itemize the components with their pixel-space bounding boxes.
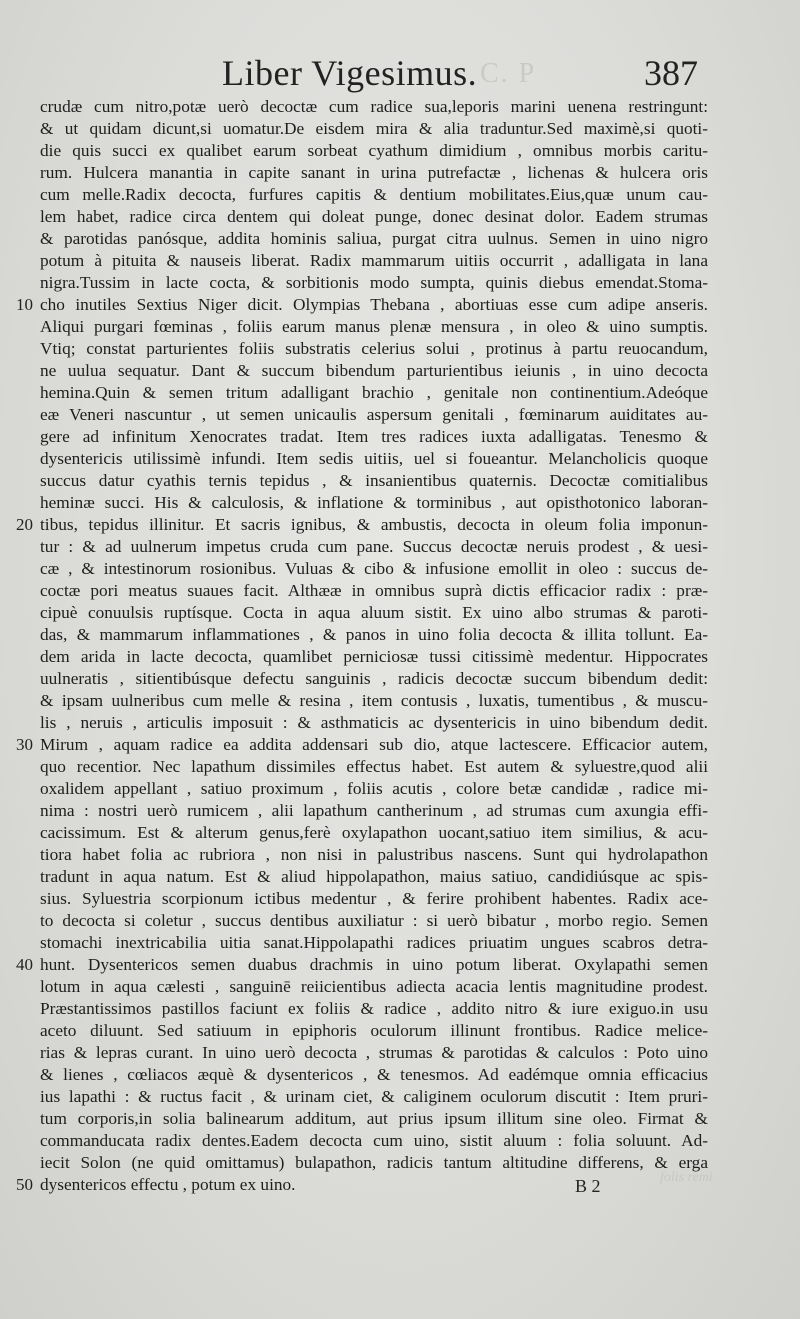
text-line: cæ , & intestinorum rosionibus. Vuluas & cibo & infusione emollit in oleo : succus de- <box>40 559 708 578</box>
text-line: cum melle.Radix decocta, furfures capitis & dentium mobilitates.Eius,quæ unum cau- <box>40 185 708 204</box>
text-line: tum corporis,in solia balinearum additum, aut prius ipsum illitum sine oleo. Firmat & <box>40 1109 708 1128</box>
margin-line-number: 50 <box>16 1175 33 1194</box>
text-line: dem arida in lacte decocta, quamlibet perniciosæ tussi citissimè medentur. Hippocrates <box>40 647 708 666</box>
text-line: succus datur cyathis ternis tepidus , & insanientibus quaternis. Decoctæ comitialibus <box>40 471 708 490</box>
bleed-through-text: folis remi <box>660 1170 713 1185</box>
text-line: ne uulua sequatur. Dant & succum bibendum parturientibus ieiunis , in uino decocta <box>40 361 708 380</box>
text-line: gere ad infinitum Xenocrates tradat. Item tres radices iuxta adalligatas. Tenesmo & <box>40 427 708 446</box>
text-line: dysentericos effectu , potum ex uino. <box>40 1175 296 1194</box>
text-line: tiora habet folia ac rubriora , non nisi in palustribus nascens. Sunt qui hydrolapathon <box>40 845 708 864</box>
text-line: cipuè conuulsis ruptísque. Cocta in aqua aluum sistit. Ex uino albo strumas & paroti- <box>40 603 708 622</box>
text-line: das, & mammarum inflammationes , & panos in uino folia decocta & illita tollunt. Ea- <box>40 625 708 644</box>
text-line: stomachi inextricabilia uitia sanat.Hippolapathi radices priuatim ungues scabros detra- <box>40 933 708 952</box>
text-line: & ut quidam dicunt,si uomatur.De eisdem mira & alia traduntur.Sed maximè,si quoti- <box>40 119 708 138</box>
text-line: coctæ pori meatus suaues facit. Althææ in omnibus suprà dictis efficacior radix : præ- <box>40 581 708 600</box>
text-line: cacissimum. Est & alterum genus,ferè oxylapathon uocant,satiuo item similius, & acu- <box>40 823 708 842</box>
text-line: aceto diluunt. Sed satiuum in epiphoris oculorum illinunt frontibus. Radice melice- <box>40 1021 708 1040</box>
text-line: iecit Solon (ne quid omittamus) bulapathon, radicis tantum altitudine differens, & erga <box>40 1153 708 1172</box>
text-line: cho inutiles Sextius Niger dicit. Olympias Thebana , abortiuas esse cum adipe anseris. <box>40 295 708 314</box>
margin-line-number: 30 <box>16 735 33 754</box>
text-line: to decocta si coletur , succus dentibus auxiliatur : si uerò bibatur , morbo regio. Semen <box>40 911 708 930</box>
text-line: rum. Hulcera manantia in capite sanant in urina putrefactæ , lichenas & hulcera oris <box>40 163 708 182</box>
margin-line-number: 10 <box>16 295 33 314</box>
text-line: nigra.Tussim in lacte cocta, & sorbitionis modo sumpta, quinis diebus emendat.Stoma- <box>40 273 708 292</box>
text-line: lis , neruis , articulis imposuit : & asthmaticis ac dysentericis in uino bibendum dedit. <box>40 713 708 732</box>
text-line: ius lapathi : & ructus facit , & urinam ciet, & caliginem oculorum discutit : Item pruri- <box>40 1087 708 1106</box>
page-number: 387 <box>644 53 698 93</box>
text-line: & lienes , cœliacos æquè & dysentericos , & tenesmos. Ad eadémque omnia efficacius <box>40 1065 708 1084</box>
text-line: crudæ cum nitro,potæ uerò decoctæ cum radice sua,leporis marini uenena restringunt: <box>40 97 708 116</box>
text-line: Præstantissimos pastillos faciunt ex foliis & radice , addito nitro & iure exiguo.in usu <box>40 999 708 1018</box>
text-line: dysentericis utilissimè infundi. Item sedis uitiis, uel si foueantur. Melancholicis quoque <box>40 449 708 468</box>
text-line: lem habet, radice circa dentem qui doleat punge, donec desinat dolor. Eadem strumas <box>40 207 708 226</box>
text-line: oxalidem appellant , satiuo proximum , foliis acutis , colore betæ candidæ , radice mi- <box>40 779 708 798</box>
text-line: tradunt in aqua natum. Est & aliud hippolapathon, maius satiuo, candidiúsque ac spis- <box>40 867 708 886</box>
text-line: tur : & ad uulnerum impetus cruda cum pane. Succus decoctæ neruis prodest , & uesi- <box>40 537 708 556</box>
text-line: Vtiq; constat parturientes foliis substratis celerius solui , protinus à partu reuocandum, <box>40 339 708 358</box>
text-line: Mirum , aquam radice ea addita addensari sub dio, atque lactescere. Efficacior autem, <box>40 735 708 754</box>
text-line: & parotidas panósque, addita hominis saliua, purgat citra uulnus. Semen in uino nigro <box>40 229 708 248</box>
text-line: & ipsam uulneribus cum melle & resina , item contusis , luxatis, tumentibus , & muscu- <box>40 691 708 710</box>
text-line: quo recentior. Nec lapathum dissimiles effectus habet. Est autem & syluestre,quod alii <box>40 757 708 776</box>
signature-mark: B 2 <box>575 1176 601 1196</box>
text-line: eæ Veneri nascuntur , ut semen unicaulis aspersum genitali , fœminarum auiditates au- <box>40 405 708 424</box>
text-line: tibus, tepidus illinitur. Et sacris ignibus, & ambustis, decocta in oleum folia imponun- <box>40 515 708 534</box>
text-line: hemina.Quin & semen tritum adalligant brachio , genitale non continentium.Adeóque <box>40 383 708 402</box>
margin-line-number: 20 <box>16 515 33 534</box>
text-line: heminæ succi. His & calculosis, & inflatione & torminibus , aut opisthotonico laboran- <box>40 493 708 512</box>
text-line: commanducata radix dentes.Eadem decocta cum uino, sistit aluum : folia soluunt. Ad- <box>40 1131 708 1150</box>
text-line: sius. Syluestria scorpionum ictibus medentur , & ferire prohibent habentes. Radix ace- <box>40 889 708 908</box>
margin-line-number: 40 <box>16 955 33 974</box>
text-line: lotum in aqua cælesti , sanguinē reiicientibus adiecta acacia lentis magnitudine prodest. <box>40 977 708 996</box>
text-line: rias & lepras curant. In uino uerò decocta , strumas & parotidas & calculos : Poto uino <box>40 1043 708 1062</box>
text-line: die quis succi ex qualibet earum sorbeat cyathum dimidium , omnibus morbis caritu- <box>40 141 708 160</box>
text-line: potum à pituita & nauseis liberat. Radix mammarum uitiis occurrit , adalligata in lana <box>40 251 708 270</box>
show-through-text: C. P <box>480 58 537 89</box>
text-line: Aliqui purgari fœminas , foliis earum manus plenæ mensura , in oleo & uino sumptis. <box>40 317 708 336</box>
text-line: uulneratis , sitientibúsque defectu sanguinis , radicis decoctæ succum bibendum dedit: <box>40 669 708 688</box>
running-head-title: Liber Vigesimus. <box>222 53 478 93</box>
text-line: nima : nostri uerò rumicem , alii lapathum cantherinum , ad strumas cum axungia effi- <box>40 801 708 820</box>
text-line: hunt. Dysentericos semen duabus drachmis in uino potum liberat. Oxylapathi semen <box>40 955 708 974</box>
